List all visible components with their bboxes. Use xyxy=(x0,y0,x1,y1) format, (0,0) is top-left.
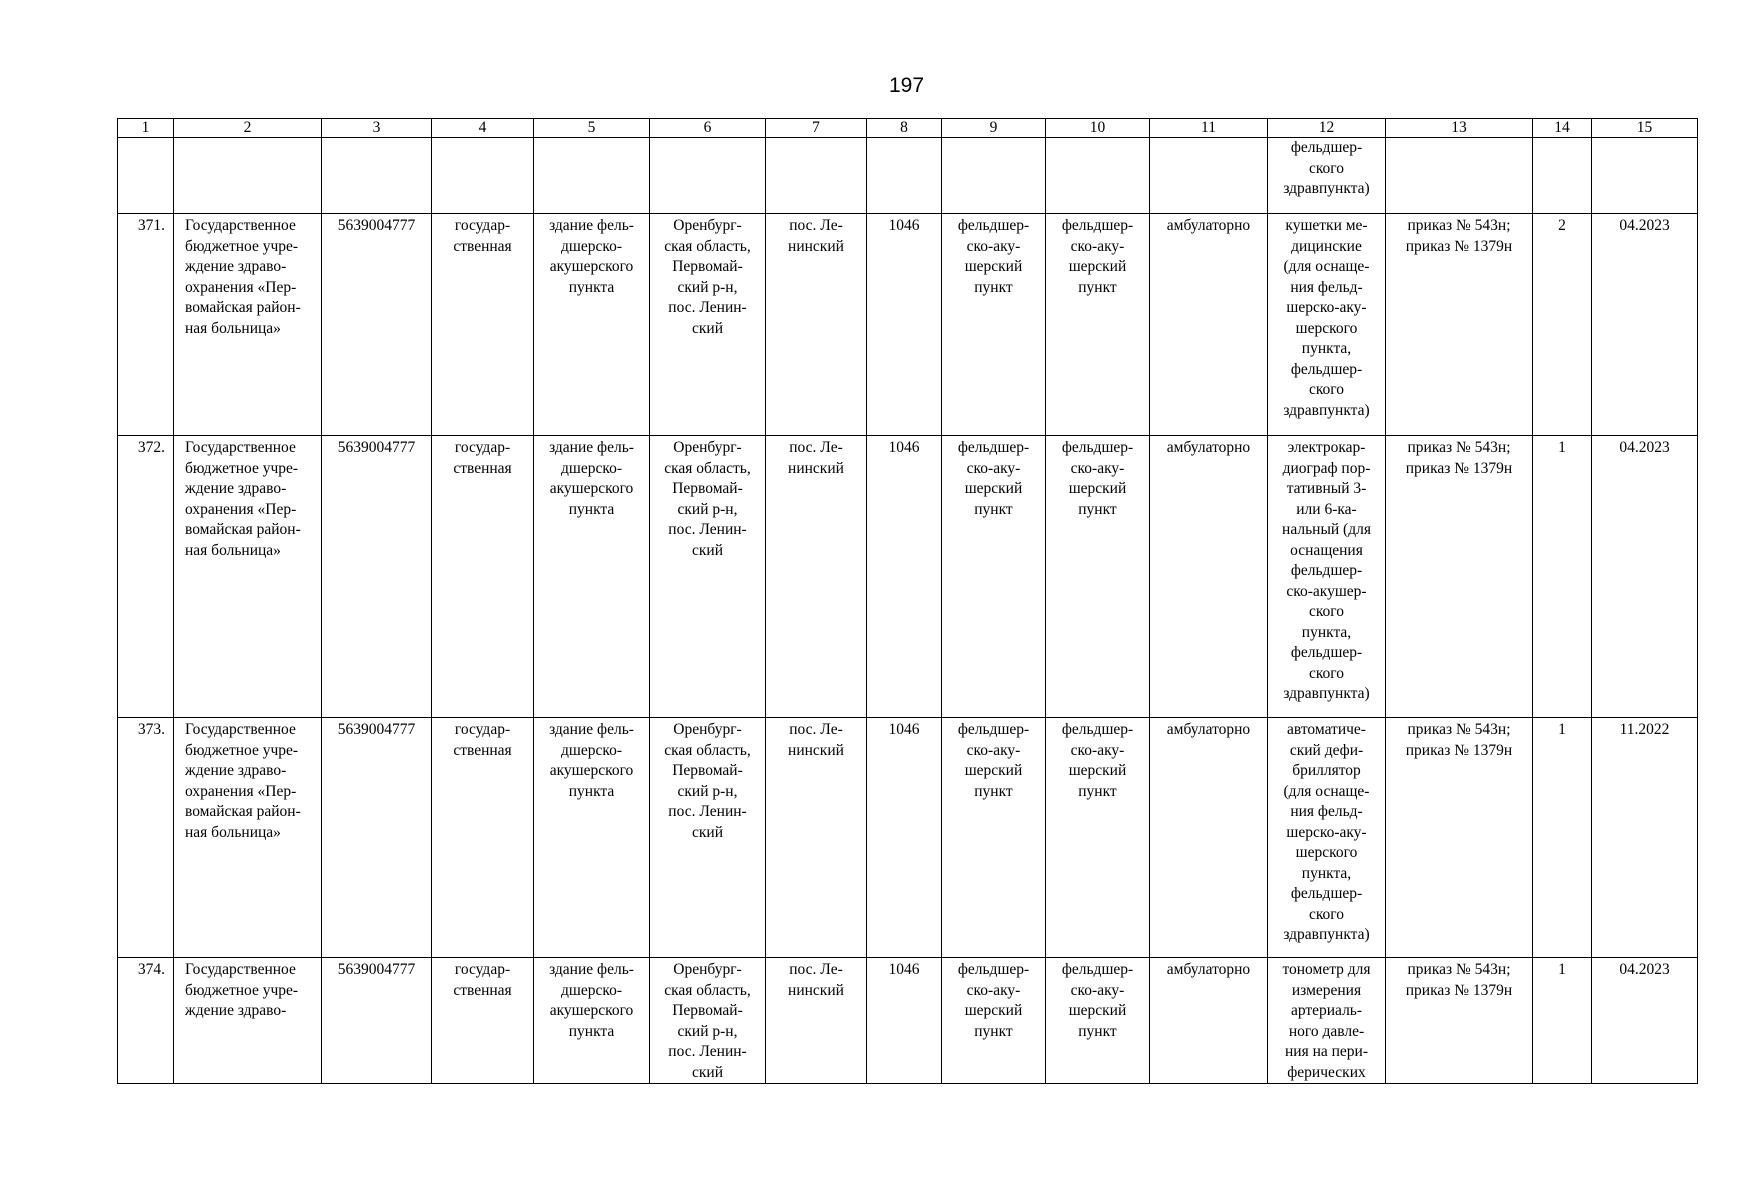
locality-cell: пос. Ле- нинский xyxy=(766,436,867,718)
organization-cell: Государственное бюджетное учре- ждение здраво- охранения «Пер- вомайская район- ная больница» xyxy=(174,436,322,718)
organization-cell: Государственное бюджетное учре- ждение здраво- xyxy=(174,958,322,1084)
address-cell: Оренбург- ская область, Первомай- ский р-н, пос. Ленин- ский xyxy=(650,958,766,1084)
locality-cell: пос. Ле- нинский xyxy=(766,214,867,436)
column-number: 1 xyxy=(118,119,174,138)
ownership-cell: государ- ственная xyxy=(432,958,534,1084)
organization-cell: Государственное бюджетное учре- ждение здраво- охранения «Пер- вомайская район- ная больница» xyxy=(174,214,322,436)
equipment-cell: тонометр для измерения артериаль- ного давле- ния на пери- ферических xyxy=(1268,958,1386,1084)
care-type-cell: амбулаторно xyxy=(1150,718,1268,958)
equipment-table xyxy=(117,118,1698,1084)
building-cell: здание фель- дшерско- акушерского пункта xyxy=(534,958,650,1084)
quantity-cell: 1 xyxy=(1533,958,1592,1084)
equipment-cell: электрокар- диограф пор- тативный 3- или 6-ка- нальный (для оснащения фельдшер- ско-акушер- ского пункта, фельдшер- ского здравпункта) xyxy=(1268,436,1386,718)
column-number: 14 xyxy=(1533,119,1592,138)
equipment-cell: кушетки ме- дицинские (для оснаще- ния фельд- шерско-аку- шерского пункта, фельдшер- ского здравпункта) xyxy=(1268,214,1386,436)
table-row xyxy=(118,436,1698,718)
column-number: 8 xyxy=(867,119,942,138)
ownership-cell: государ- ственная xyxy=(432,718,534,958)
address-cell: Оренбург- ская область, Первомай- ский р-н, пос. Ленин- ский xyxy=(650,214,766,436)
inn-cell: 5639004777 xyxy=(322,958,432,1084)
unit-name-cell: фельдшер- ско-аку- шерский пункт xyxy=(1046,958,1150,1084)
order-cell: приказ № 543н; приказ № 1379н xyxy=(1386,214,1533,436)
order-cell: приказ № 543н; приказ № 1379н xyxy=(1386,436,1533,718)
building-cell: здание фель- дшерско- акушерского пункта xyxy=(534,718,650,958)
quantity-cell: 1 xyxy=(1533,436,1592,718)
code-cell: 1046 xyxy=(867,958,942,1084)
table-row xyxy=(118,958,1698,1084)
column-number: 5 xyxy=(534,119,650,138)
row-number-cell: 374. xyxy=(118,958,174,1084)
order-cell: приказ № 543н; приказ № 1379н xyxy=(1386,718,1533,958)
code-cell: 1046 xyxy=(867,436,942,718)
date-cell: 04.2023 xyxy=(1592,214,1698,436)
column-number: 7 xyxy=(766,119,867,138)
column-number: 4 xyxy=(432,119,534,138)
table-row xyxy=(118,718,1698,958)
column-number: 10 xyxy=(1046,119,1150,138)
unit-type-cell: фельдшер- ско-аку- шерский пункт xyxy=(942,214,1046,436)
organization-cell: Государственное бюджетное учре- ждение здраво- охранения «Пер- вомайская район- ная больница» xyxy=(174,718,322,958)
care-type-cell: амбулаторно xyxy=(1150,958,1268,1084)
row-number-cell: 373. xyxy=(118,718,174,958)
code-cell: 1046 xyxy=(867,214,942,436)
column-number: 3 xyxy=(322,119,432,138)
address-cell: Оренбург- ская область, Первомай- ский р-н, пос. Ленин- ский xyxy=(650,436,766,718)
care-type-cell: амбулаторно xyxy=(1150,436,1268,718)
building-cell: здание фель- дшерско- акушерского пункта xyxy=(534,214,650,436)
date-cell: 04.2023 xyxy=(1592,436,1698,718)
unit-type-cell: фельдшер- ско-аку- шерский пункт xyxy=(942,718,1046,958)
ownership-cell: государ- ственная xyxy=(432,214,534,436)
equipment-cell: фельдшер- ского здравпункта) xyxy=(1268,138,1386,214)
unit-name-cell: фельдшер- ско-аку- шерский пункт xyxy=(1046,718,1150,958)
ownership-cell: государ- ственная xyxy=(432,436,534,718)
equipment-cell: автоматиче- ский дефи- бриллятор (для оснаще- ния фельд- шерско-аку- шерского пункта, фельдшер- ского здравпункта) xyxy=(1268,718,1386,958)
locality-cell: пос. Ле- нинский xyxy=(766,718,867,958)
column-number: 9 xyxy=(942,119,1046,138)
address-cell: Оренбург- ская область, Первомай- ский р-н, пос. Ленин- ский xyxy=(650,718,766,958)
inn-cell: 5639004777 xyxy=(322,214,432,436)
quantity-cell: 1 xyxy=(1533,718,1592,958)
continued-row xyxy=(118,138,1698,214)
header-row xyxy=(118,119,1698,138)
order-cell: приказ № 543н; приказ № 1379н xyxy=(1386,958,1533,1084)
table-row xyxy=(118,214,1698,436)
row-number-cell: 372. xyxy=(118,436,174,718)
locality-cell: пос. Ле- нинский xyxy=(766,958,867,1084)
code-cell: 1046 xyxy=(867,718,942,958)
building-cell: здание фель- дшерско- акушерского пункта xyxy=(534,436,650,718)
quantity-cell: 2 xyxy=(1533,214,1592,436)
unit-type-cell: фельдшер- ско-аку- шерский пункт xyxy=(942,958,1046,1084)
unit-name-cell: фельдшер- ско-аку- шерский пункт xyxy=(1046,436,1150,718)
row-number-cell: 371. xyxy=(118,214,174,436)
care-type-cell: амбулаторно xyxy=(1150,214,1268,436)
column-number: 12 xyxy=(1268,119,1386,138)
column-number: 11 xyxy=(1150,119,1268,138)
unit-name-cell: фельдшер- ско-аку- шерский пункт xyxy=(1046,214,1150,436)
unit-type-cell: фельдшер- ско-аку- шерский пункт xyxy=(942,436,1046,718)
column-number: 13 xyxy=(1386,119,1533,138)
date-cell: 11.2022 xyxy=(1592,718,1698,958)
inn-cell: 5639004777 xyxy=(322,718,432,958)
inn-cell: 5639004777 xyxy=(322,436,432,718)
date-cell: 04.2023 xyxy=(1592,958,1698,1084)
column-number: 15 xyxy=(1592,119,1698,138)
column-number: 2 xyxy=(174,119,322,138)
page-number: 197 xyxy=(888,74,925,97)
column-number: 6 xyxy=(650,119,766,138)
